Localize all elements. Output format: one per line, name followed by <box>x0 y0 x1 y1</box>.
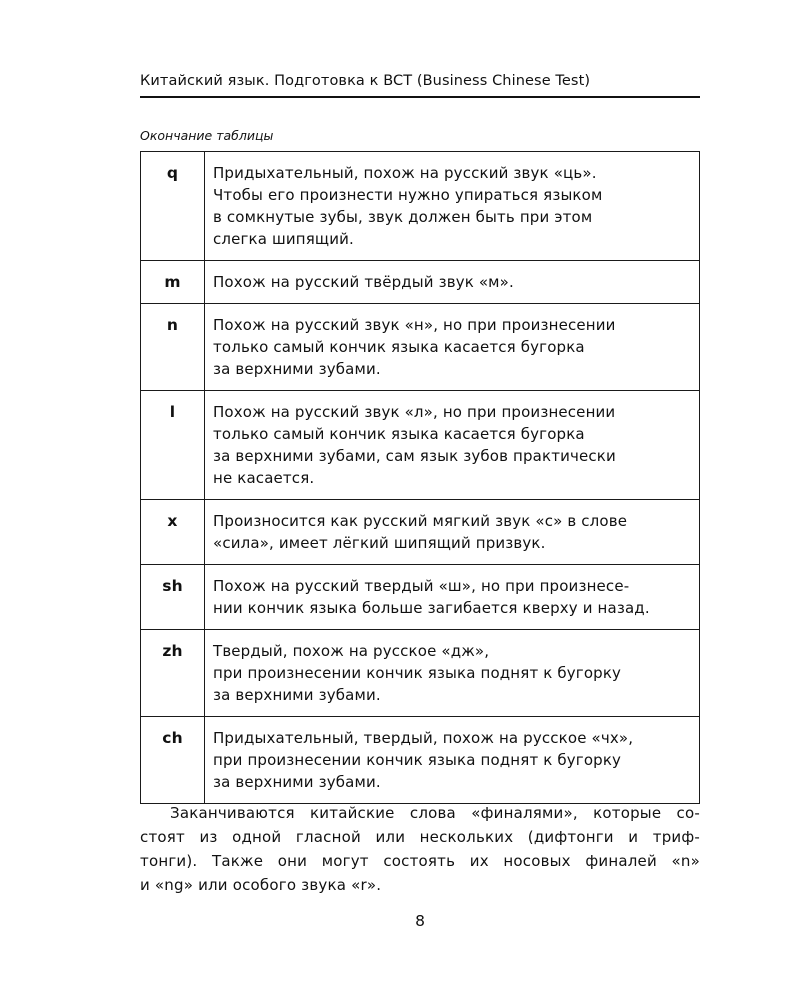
header-rule <box>140 96 700 98</box>
table-row <box>141 500 700 565</box>
sounds-table <box>140 151 700 804</box>
sound-letter: x <box>141 500 205 565</box>
paragraph-line: стоят из одной гласной или нескольких (дифтонги и триф- <box>140 828 700 846</box>
sound-letter: sh <box>141 565 205 630</box>
page-number: 8 <box>415 912 425 930</box>
running-head: Китайский язык. Подготовка к BCT (Business Chinese Test) <box>140 73 591 89</box>
table-caption: Окончание таблицы <box>140 128 274 143</box>
paragraph-line: Заканчиваются китайские слова «финалями», которые со- <box>170 804 700 822</box>
sound-description: Твердый, похож на русское «дж», при произнесении кончик языка поднят к бугорку за верхними зубами. <box>205 630 700 717</box>
table-row <box>141 565 700 630</box>
table-row <box>141 152 700 261</box>
table-row <box>141 630 700 717</box>
paragraph-line: и «ng» или особого звука «r». <box>140 876 382 894</box>
paragraph-line: тонги). Также они могут состоять их носовых финалей «n» <box>140 852 700 870</box>
table-row <box>141 391 700 500</box>
sound-description: Похож на русский звук «н», но при произнесении только самый кончик языка касается бугорка за верхними зубами. <box>205 304 700 391</box>
sound-letter: q <box>141 152 205 261</box>
sound-description: Похож на русский звук «л», но при произнесении только самый кончик языка касается бугорка за верхними зубами, сам язык зубов практически не касается. <box>205 391 700 500</box>
table-row <box>141 261 700 304</box>
body-paragraph <box>140 801 700 897</box>
sound-letter: zh <box>141 630 205 717</box>
table-row <box>141 304 700 391</box>
sound-letter: n <box>141 304 205 391</box>
sound-description: Похож на русский твёрдый звук «м». <box>205 261 700 304</box>
sound-letter: ch <box>141 717 205 804</box>
table-row <box>141 717 700 804</box>
sound-description: Придыхательный, похож на русский звук «ць». Чтобы его произнести нужно упираться языком в сомкнутые зубы, звук должен быть при этом слегка шипящий. <box>205 152 700 261</box>
sound-description: Похож на русский твердый «ш», но при произнесе- нии кончик языка больше загибается кверху и назад. <box>205 565 700 630</box>
sound-description: Придыхательный, твердый, похож на русское «чх», при произнесении кончик языка поднят к бугорку за верхними зубами. <box>205 717 700 804</box>
sound-letter: l <box>141 391 205 500</box>
sound-description: Произносится как русский мягкий звук «с» в слове «сила», имеет лёгкий шипящий призвук. <box>205 500 700 565</box>
sound-letter: m <box>141 261 205 304</box>
